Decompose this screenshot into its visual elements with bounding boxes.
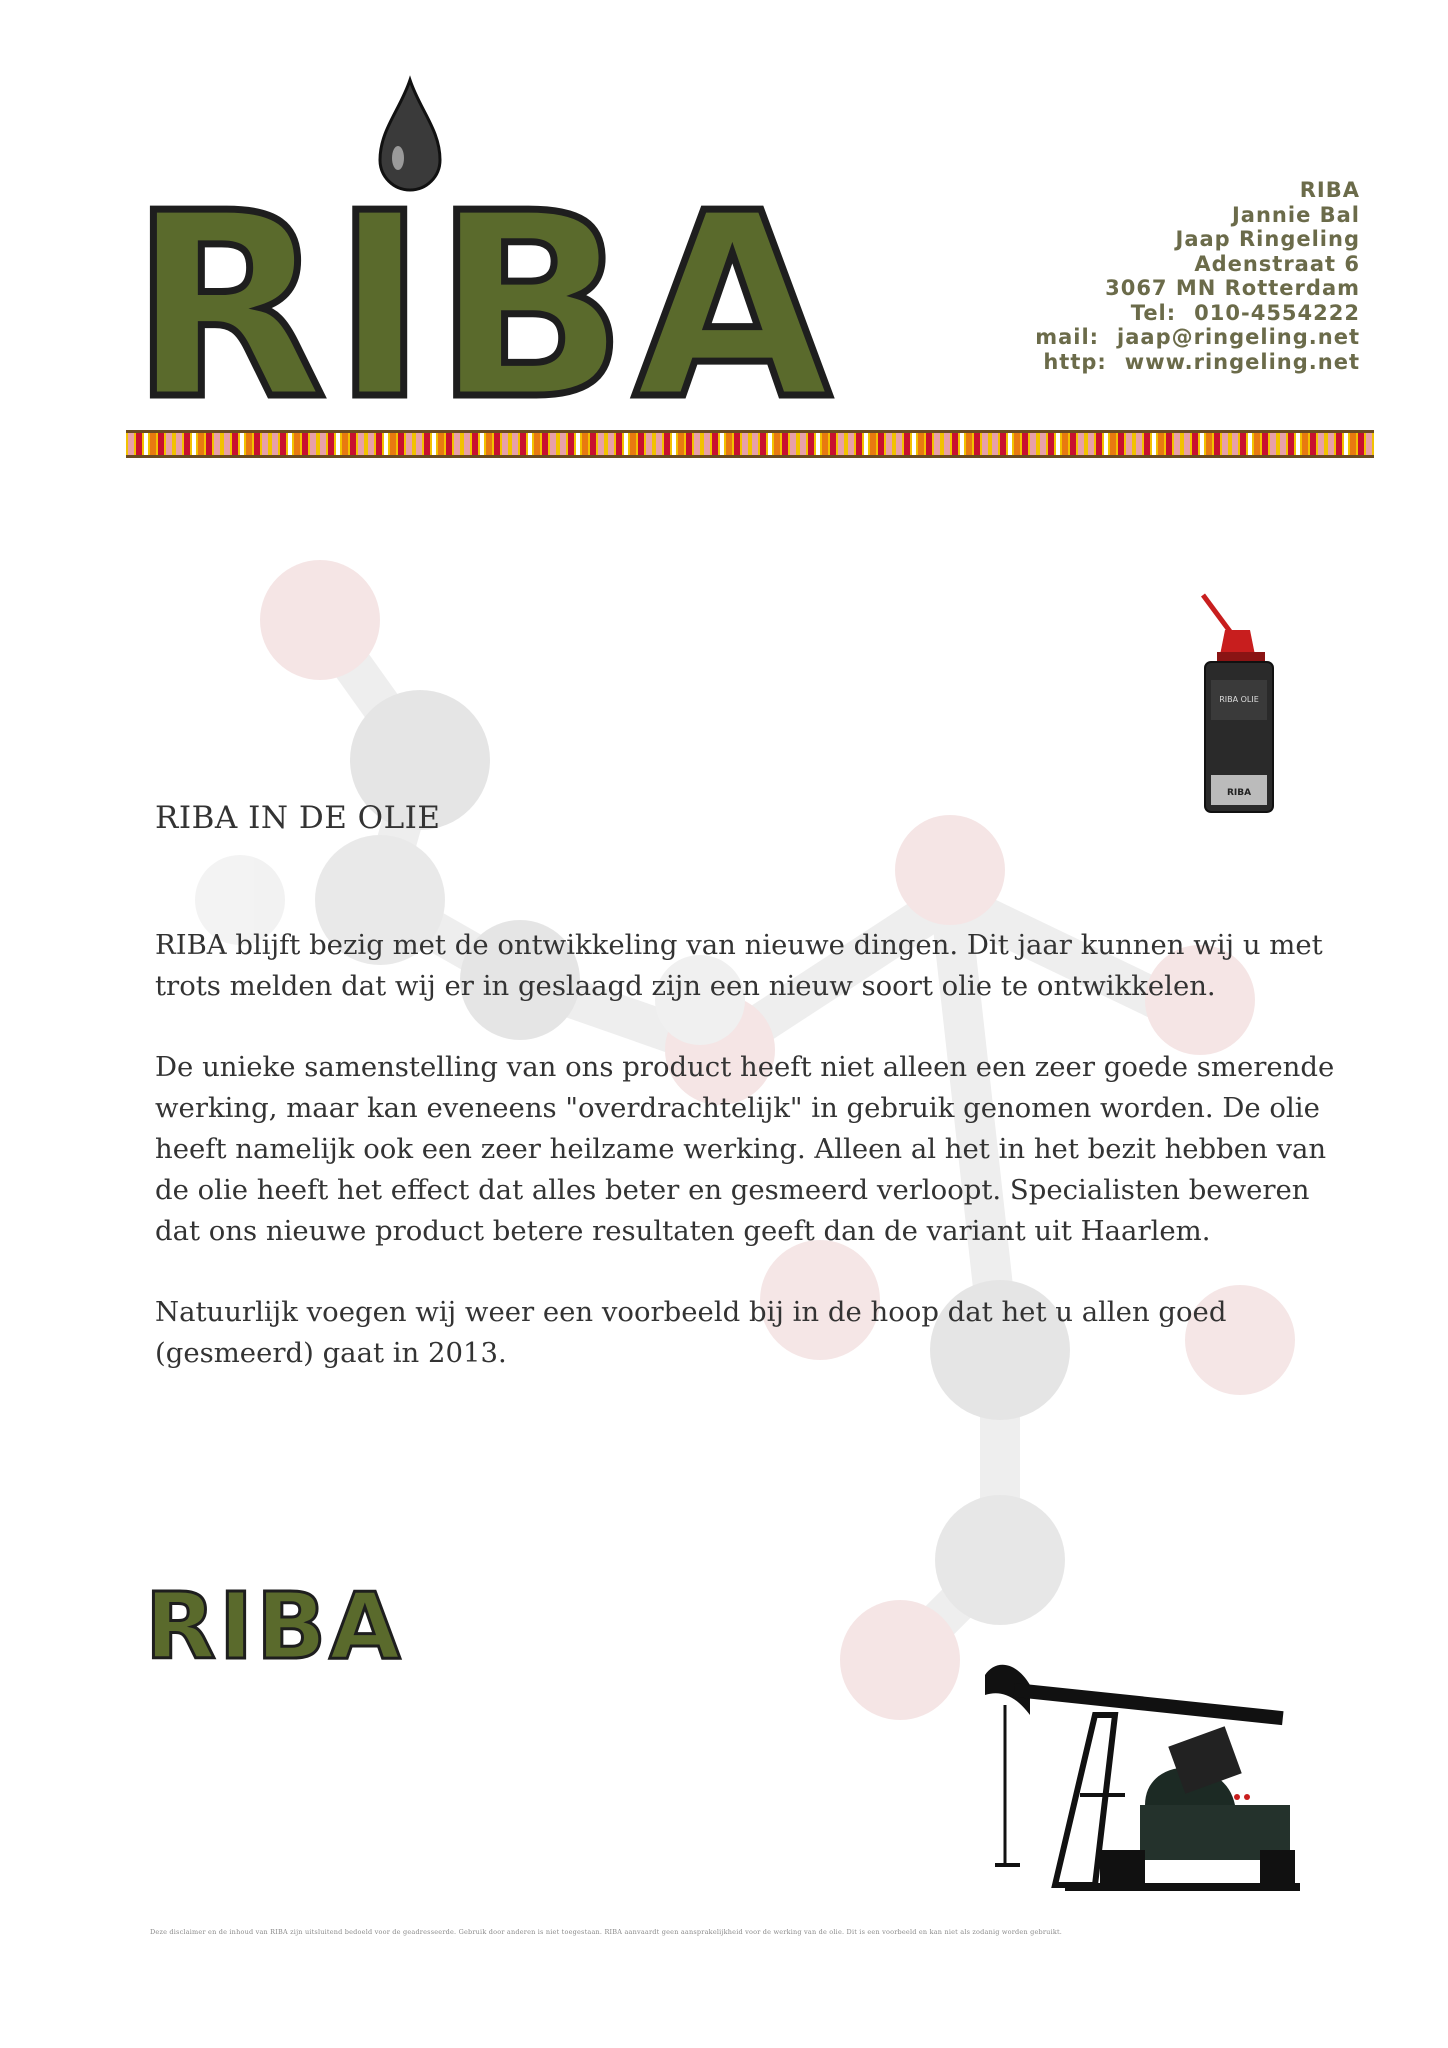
letter-body	[155, 925, 1355, 1414]
footer-disclaimer: Deze disclaimer en de inhoud van RIBA zijn uitsluitend bedoeld voor de geadresseerde. Gebruik door anderen is niet toegestaan. RIBA aanvaardt geen aansprakelijkheid voor de werking van de olie. Dit is een voorbeeld en kan niet als zodanig worden gebruikt.	[150, 1928, 1063, 1936]
riba-signature-logo-text: RIBA	[145, 1573, 404, 1680]
http-value[interactable]: www.ringeling.net	[1124, 349, 1360, 374]
paragraph-2: De unieke samenstelling van ons product heeft niet alleen een zeer goede smerende werking, maar kan eveneens "overdrachtelijk" in gebruik genomen worden. De olie heeft namelijk ook een zeer heilzame werking. Alleen al het in het bezit hebben van de olie heeft het effect dat alles beter en gesmeerd verloopt. Specialisten beweren dat ons nieuwe product betere resultaten geeft dan de variant uit Haarlem.	[155, 1051, 1335, 1247]
riba-logo	[130, 70, 930, 410]
tel-label: Tel:	[1130, 300, 1177, 325]
tel-value: 010-4554222	[1194, 300, 1360, 325]
pumpjack-icon	[975, 1655, 1305, 1895]
address-street: Adenstraat 6	[1194, 251, 1360, 276]
mail-label: mail:	[1035, 325, 1100, 349]
address-contact-2: Jaap Ringeling	[1175, 227, 1360, 251]
http-label: http:	[1043, 349, 1107, 374]
address-mail-row	[960, 325, 1360, 350]
address-contact-1: Jannie Bal	[1231, 202, 1360, 227]
paragraph-3: Natuurlijk voegen wij weer een voorbeeld bij in de hoop dat het u allen goed (gesmeerd) gaat in 2013.	[155, 1296, 1227, 1369]
riba-logo-text: RIBA	[130, 159, 837, 410]
decorative-strip	[126, 430, 1374, 458]
letter-heading: RIBA IN DE OLIE	[155, 800, 441, 836]
bottle-label: RIBA OLIE	[1219, 695, 1259, 704]
address-http-row	[960, 350, 1360, 375]
paragraph-1: RIBA blijft bezig met de ontwikkeling van nieuwe dingen. Dit jaar kunnen wij u met trots melden dat wij er in geslaagd zijn een nieuw soort olie te ontwikkelen.	[155, 929, 1323, 1002]
riba-signature-logo	[145, 1570, 415, 1680]
address-city: 3067 MN Rotterdam	[1105, 276, 1360, 300]
bottle-brand: RIBA	[1226, 788, 1252, 798]
address-tel-row	[960, 301, 1360, 326]
address-block	[960, 178, 1360, 374]
oil-bottle-icon	[1195, 590, 1295, 815]
address-company: RIBA	[1299, 178, 1360, 202]
mail-value[interactable]: jaap@ringeling.net	[1117, 325, 1360, 349]
